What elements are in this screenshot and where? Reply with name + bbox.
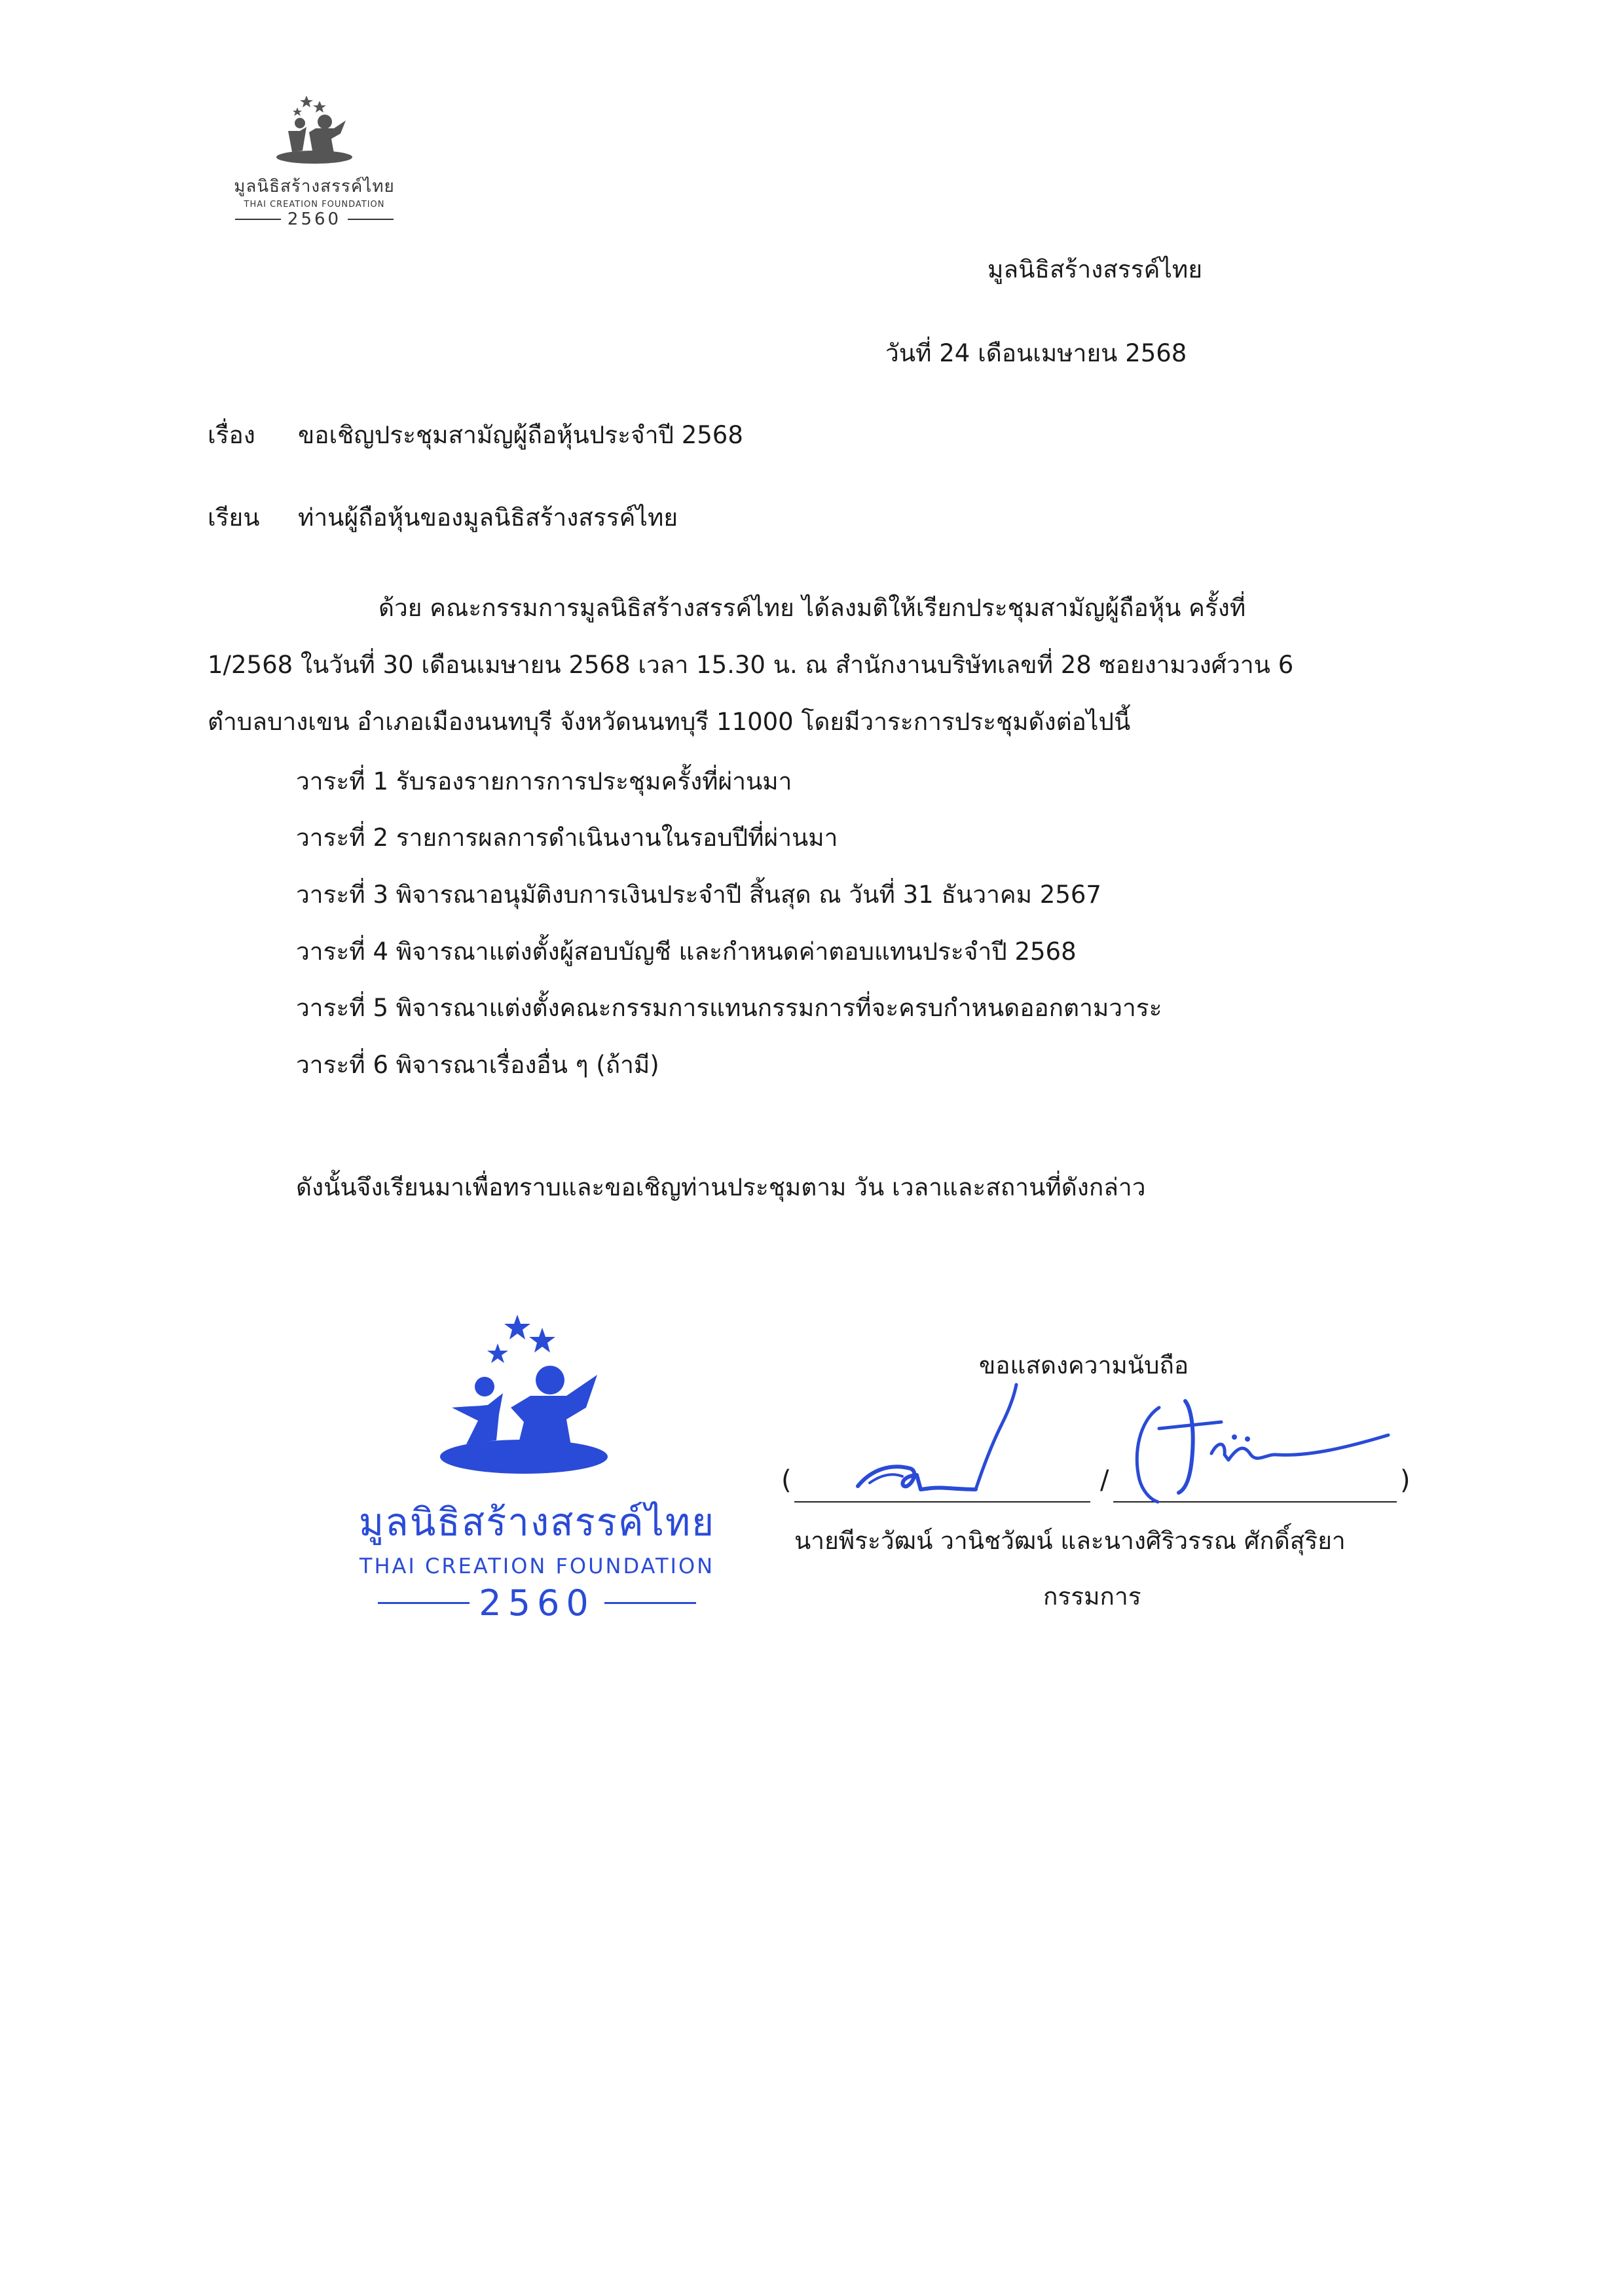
sender-name: มูลนิธิสร้างสรรค์ไทย: [987, 255, 1202, 283]
signature-open-paren: (: [781, 1465, 792, 1495]
agenda-item: วาระที่ 2 รายการผลการดำเนินงานในรอบปีที่ผ่านมา: [296, 824, 838, 852]
header-logo-year: [216, 210, 413, 229]
divider: [604, 1602, 696, 1604]
header-logo-name-en: THAI CREATION FOUNDATION: [244, 200, 385, 210]
year-text: 2560: [287, 210, 342, 229]
signature-separator: /: [1100, 1465, 1109, 1495]
signature-1-icon: [845, 1372, 1054, 1509]
agenda-item: วาระที่ 1 รับรองรายการการประชุมครั้งที่ผ่านมา: [296, 767, 792, 795]
sign-off: ขอแสดงความนับถือ: [979, 1351, 1189, 1379]
signatory-names: นายพีระวัฒน์ วานิชวัฒน์ และนางศิริวรรณ ศักดิ์สุริยา: [794, 1527, 1346, 1555]
divider: [348, 219, 394, 220]
divider: [378, 1602, 470, 1604]
agenda-item: วาระที่ 6 พิจารณาเรื่องอื่น ๆ (ถ้ามี): [296, 1051, 659, 1079]
body-line: ตำบลบางเขน อำเภอเมืองนนทบุรี จังหวัดนนทบุรี 11000 โดยมีวาระการประชุมดังต่อไปนี้: [208, 708, 1131, 736]
recipient-label: เรียน: [208, 503, 260, 532]
foundation-stamp-logo-icon: [426, 1309, 622, 1486]
header-logo: [216, 92, 413, 229]
signature-close-paren: ): [1400, 1465, 1411, 1495]
subject-label: เรื่อง: [208, 421, 255, 449]
body-line: ด้วย คณะกรรมการมูลนิธิสร้างสรรค์ไทย ได้ลงมติให้เรียกประชุมสามัญผู้ถือหุ้น ครั้งที่: [378, 594, 1246, 622]
agenda-item: วาระที่ 5 พิจารณาแต่งตั้งคณะกรรมการแทนกรรมการที่จะครบกำหนดออกตามวาระ: [296, 994, 1162, 1022]
stamp-name-en: THAI CREATION FOUNDATION: [359, 1554, 715, 1578]
foundation-stamp: [327, 1309, 747, 1624]
header-logo-name-th: มูลนิธิสร้างสรรค์ไทย: [234, 177, 395, 196]
letter-date: วันที่ 24 เดือนเมษายน 2568: [885, 339, 1187, 367]
stamp-name-th: มูลนิธิสร้างสรรค์ไทย: [358, 1500, 716, 1544]
stamp-year: [327, 1582, 747, 1624]
body-line: 1/2568 ในวันที่ 30 เดือนเมษายน 2568 เวลา 15.30 น. ณ สำนักงานบริษัทเลขที่ 28 ซอยงามวงศ์วาน 6: [208, 651, 1294, 679]
agenda-item: วาระที่ 4 พิจารณาแต่งตั้งผู้สอบบัญชี และกำหนดค่าตอบแทนประจำปี 2568: [296, 938, 1077, 966]
year-text: 2560: [479, 1582, 595, 1624]
recipient-text: ท่านผู้ถือหุ้นของมูลนิธิสร้างสรรค์ไทย: [298, 503, 678, 532]
foundation-logo-icon: [268, 92, 360, 170]
agenda-item: วาระที่ 3 พิจารณาอนุมัติงบการเงินประจำปี สิ้นสุด ณ วันที่ 31 ธันวาคม 2567: [296, 881, 1101, 909]
signatory-position: กรรมการ: [1043, 1582, 1141, 1611]
signature-2-icon: [1113, 1381, 1414, 1506]
closing-text: ดังนั้นจึงเรียนมาเพื่อทราบและขอเชิญท่านประชุมตาม วัน เวลาและสถานที่ดังกล่าว: [296, 1173, 1146, 1201]
subject-text: ขอเชิญประชุมสามัญผู้ถือหุ้นประจำปี 2568: [298, 421, 743, 449]
divider: [235, 219, 281, 220]
